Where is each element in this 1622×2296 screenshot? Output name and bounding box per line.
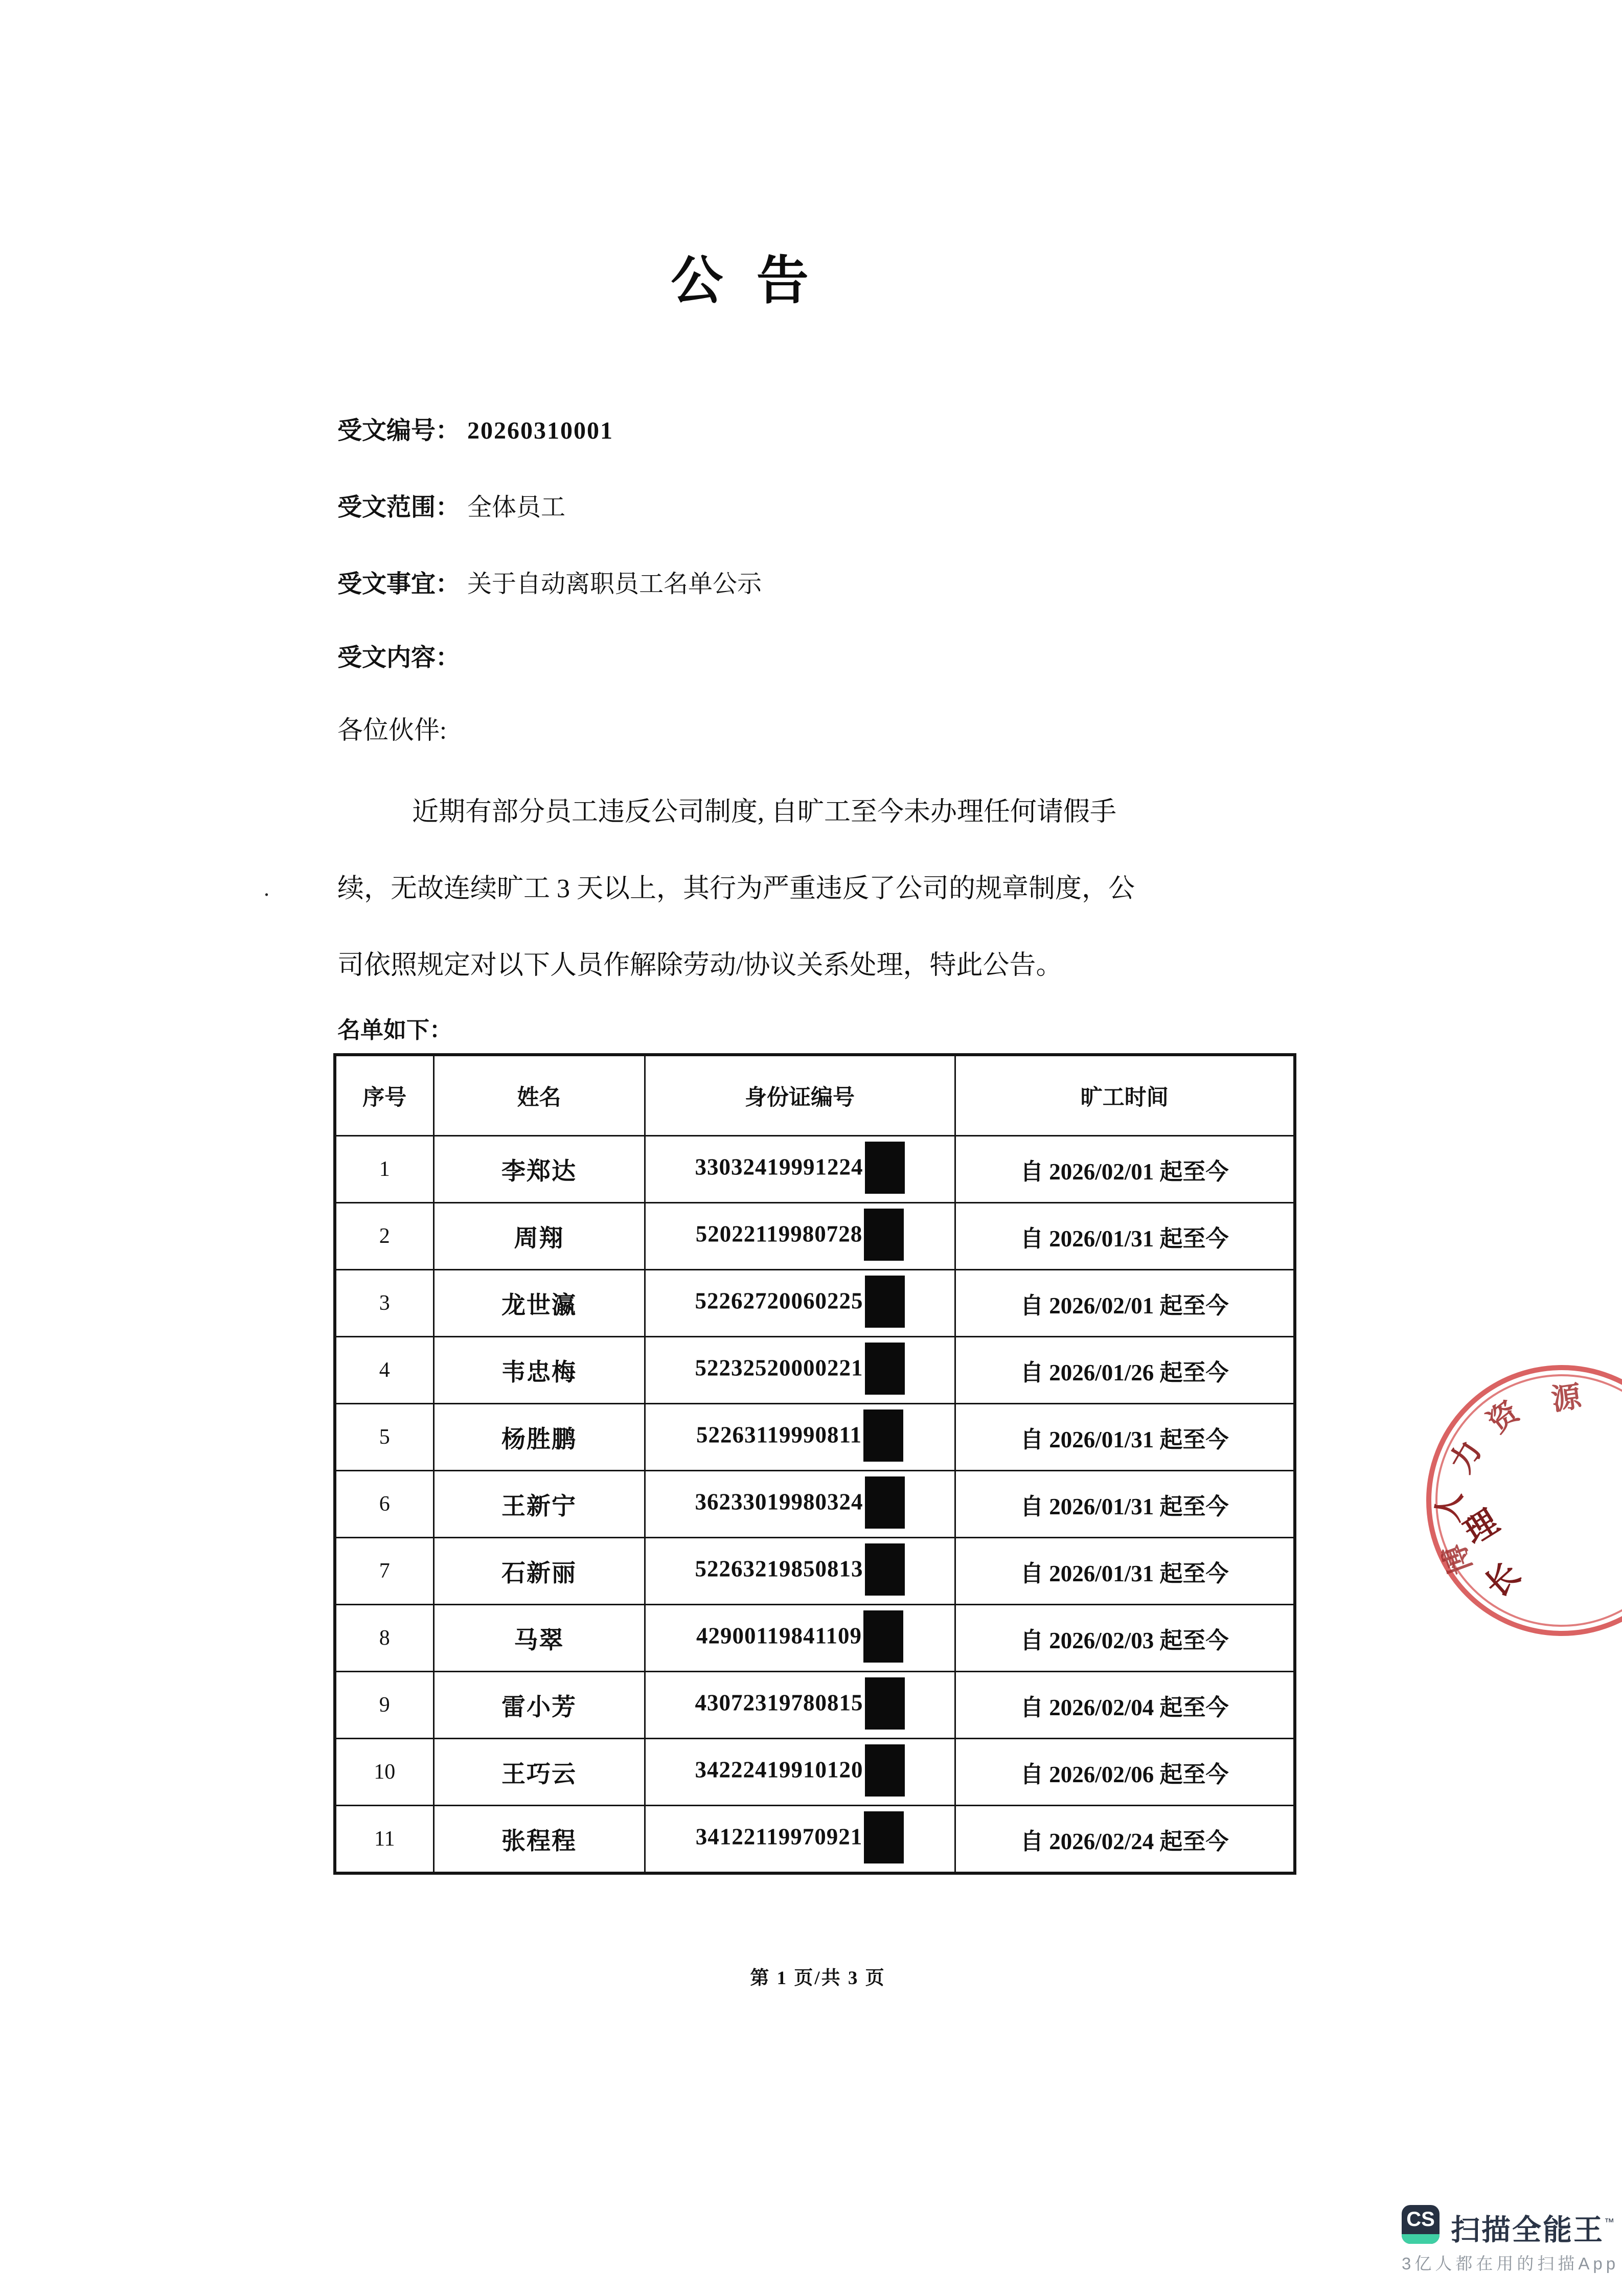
table-row	[335, 1136, 1295, 1203]
cell-seq: 4	[335, 1337, 433, 1404]
table-header-row	[335, 1055, 1295, 1136]
cell-id	[645, 1136, 955, 1203]
table-row	[335, 1203, 1295, 1270]
field-doc-subject	[337, 564, 762, 599]
roster-table	[333, 1053, 1296, 1875]
cell-id	[645, 1739, 955, 1806]
redacted-id-block	[865, 1677, 905, 1730]
cell-seq: 10	[335, 1739, 433, 1806]
field-doc-number-value: 20260310001	[467, 417, 614, 444]
cell-id	[645, 1404, 955, 1471]
cell-seq: 9	[335, 1672, 433, 1739]
field-doc-number	[337, 411, 613, 446]
cell-absence-time: 自 2026/02/01 起至今	[955, 1270, 1295, 1337]
table-row	[335, 1538, 1295, 1605]
camscanner-app-name	[1451, 2207, 1616, 2248]
cell-id	[645, 1337, 955, 1404]
cell-name: 李郑达	[433, 1136, 645, 1203]
seal-inner-char: 长	[1478, 1555, 1527, 1605]
cell-seq: 6	[335, 1471, 433, 1538]
table-row	[335, 1672, 1295, 1739]
field-doc-number-label: 受文编号：	[337, 417, 461, 444]
header-seq: 序号	[335, 1055, 433, 1136]
camscanner-name-text: 扫描全能王	[1451, 2214, 1604, 2246]
redacted-id-block	[865, 1476, 905, 1529]
field-doc-scope-label: 受文范围：	[337, 494, 461, 521]
trademark-symbol: ™	[1604, 2217, 1616, 2228]
cell-id	[645, 1538, 955, 1605]
body-line-2: 续，无故连续旷工 3 天以上，其行为严重违反了公司的规章制度，公	[337, 874, 1135, 903]
cell-absence-time: 自 2026/01/31 起至今	[955, 1203, 1295, 1270]
cell-name: 王新宁	[433, 1471, 645, 1538]
seal-inner-char: 理	[1457, 1503, 1505, 1551]
cell-absence-time: 自 2026/02/24 起至今	[955, 1806, 1295, 1874]
cell-seq: 5	[335, 1404, 433, 1471]
cell-id	[645, 1672, 955, 1739]
cell-absence-time: 自 2026/02/03 起至今	[955, 1605, 1295, 1672]
id-digits: 52232520000221	[695, 1355, 863, 1381]
header-absence-time: 旷工时间	[955, 1055, 1295, 1136]
body-line-3: 司依照规定对以下人员作解除劳动/协议关系处理，特此公告。	[337, 951, 1063, 980]
redacted-id-block	[864, 1209, 904, 1261]
cell-id	[645, 1203, 955, 1270]
id-digits: 34122119970921	[695, 1824, 863, 1850]
redacted-id-block	[865, 1543, 905, 1596]
table-row	[335, 1337, 1295, 1404]
id-digits: 52022119980728	[695, 1221, 863, 1247]
cell-id	[645, 1605, 955, 1672]
cell-name: 石新丽	[433, 1538, 645, 1605]
table-row	[335, 1739, 1295, 1806]
redacted-id-block	[865, 1276, 905, 1328]
cell-absence-time: 自 2026/02/04 起至今	[955, 1672, 1295, 1739]
seal-arc-char: 资	[1481, 1395, 1525, 1440]
table-row	[335, 1471, 1295, 1538]
id-digits: 42900119841109	[696, 1623, 862, 1649]
cell-seq: 3	[335, 1270, 433, 1337]
field-doc-scope-value: 全体员工	[467, 494, 566, 521]
field-doc-scope	[337, 487, 565, 522]
redacted-id-block	[863, 1610, 903, 1663]
cell-seq: 8	[335, 1605, 433, 1672]
red-seal-stamp	[1416, 1355, 1622, 1649]
seal-arc-char: 源	[1549, 1379, 1584, 1417]
seal-graphic	[1416, 1355, 1622, 1646]
field-doc-content-label: 受文内容：	[337, 644, 461, 671]
redacted-id-block	[865, 1744, 905, 1797]
roster-table-container	[333, 1053, 1296, 1875]
seal-arc-char: 博	[1437, 1539, 1479, 1579]
id-digits: 52263119990811	[696, 1422, 862, 1448]
cell-name: 张程程	[433, 1806, 645, 1874]
cell-name: 王巧云	[433, 1739, 645, 1806]
cell-name: 韦忠梅	[433, 1337, 645, 1404]
cell-absence-time: 自 2026/01/31 起至今	[955, 1471, 1295, 1538]
table-row	[335, 1605, 1295, 1672]
table-row	[335, 1404, 1295, 1471]
cell-name: 龙世瀛	[433, 1270, 645, 1337]
redacted-id-block	[864, 1811, 904, 1863]
cell-seq: 2	[335, 1203, 433, 1270]
cell-id	[645, 1270, 955, 1337]
cell-name: 杨胜鹏	[433, 1404, 645, 1471]
salutation: 各位伙伴:	[337, 716, 447, 744]
table-row	[335, 1806, 1295, 1874]
cell-absence-time: 自 2026/01/31 起至今	[955, 1538, 1295, 1605]
cell-absence-time: 自 2026/02/01 起至今	[955, 1136, 1295, 1203]
field-doc-subject-label: 受文事宜：	[337, 571, 461, 598]
seal-arc-char: 人	[1431, 1490, 1468, 1525]
field-doc-content	[337, 638, 467, 673]
cell-absence-time: 自 2026/02/06 起至今	[955, 1739, 1295, 1806]
redacted-id-block	[863, 1410, 903, 1462]
header-name: 姓名	[433, 1055, 645, 1136]
id-digits: 34222419910120	[695, 1757, 863, 1783]
id-digits: 52263219850813	[695, 1556, 863, 1582]
cell-name: 雷小芳	[433, 1672, 645, 1739]
camscanner-icon-letters: CS	[1406, 2208, 1435, 2231]
camscanner-icon-accent-band	[1402, 2234, 1440, 2244]
cell-name: 马翠	[433, 1605, 645, 1672]
cell-seq: 7	[335, 1538, 433, 1605]
body-line-1: 近期有部分员工违反公司制度, 自旷工至今未办理任何请假手	[412, 798, 1117, 827]
cell-seq: 11	[335, 1806, 433, 1874]
list-intro: 名单如下：	[337, 1017, 453, 1043]
cell-name: 周翔	[433, 1203, 645, 1270]
camscanner-tagline: 3亿人都在用的扫描App	[1402, 2254, 1619, 2273]
id-digits: 36233019980324	[695, 1489, 863, 1515]
table-row	[335, 1270, 1295, 1337]
page-title: 公 告	[671, 253, 812, 310]
id-digits: 33032419991224	[695, 1154, 863, 1180]
cell-absence-time: 自 2026/01/31 起至今	[955, 1404, 1295, 1471]
cell-absence-time: 自 2026/01/26 起至今	[955, 1337, 1295, 1404]
cell-id	[645, 1471, 955, 1538]
seal-arc-char: 力	[1444, 1435, 1489, 1479]
id-digits: 52262720060225	[695, 1288, 863, 1314]
redacted-id-block	[865, 1343, 905, 1395]
cell-id	[645, 1806, 955, 1874]
field-doc-subject-value: 关于自动离职员工名单公示	[467, 571, 762, 598]
scan-artifact-dot: .	[264, 876, 269, 901]
camscanner-app-icon	[1402, 2205, 1440, 2244]
id-digits: 43072319780815	[695, 1690, 863, 1716]
page-number: 第 1 页/共 3 页	[750, 1968, 886, 1989]
redacted-id-block	[865, 1142, 905, 1194]
header-id: 身份证编号	[645, 1055, 955, 1136]
cell-seq: 1	[335, 1136, 433, 1203]
